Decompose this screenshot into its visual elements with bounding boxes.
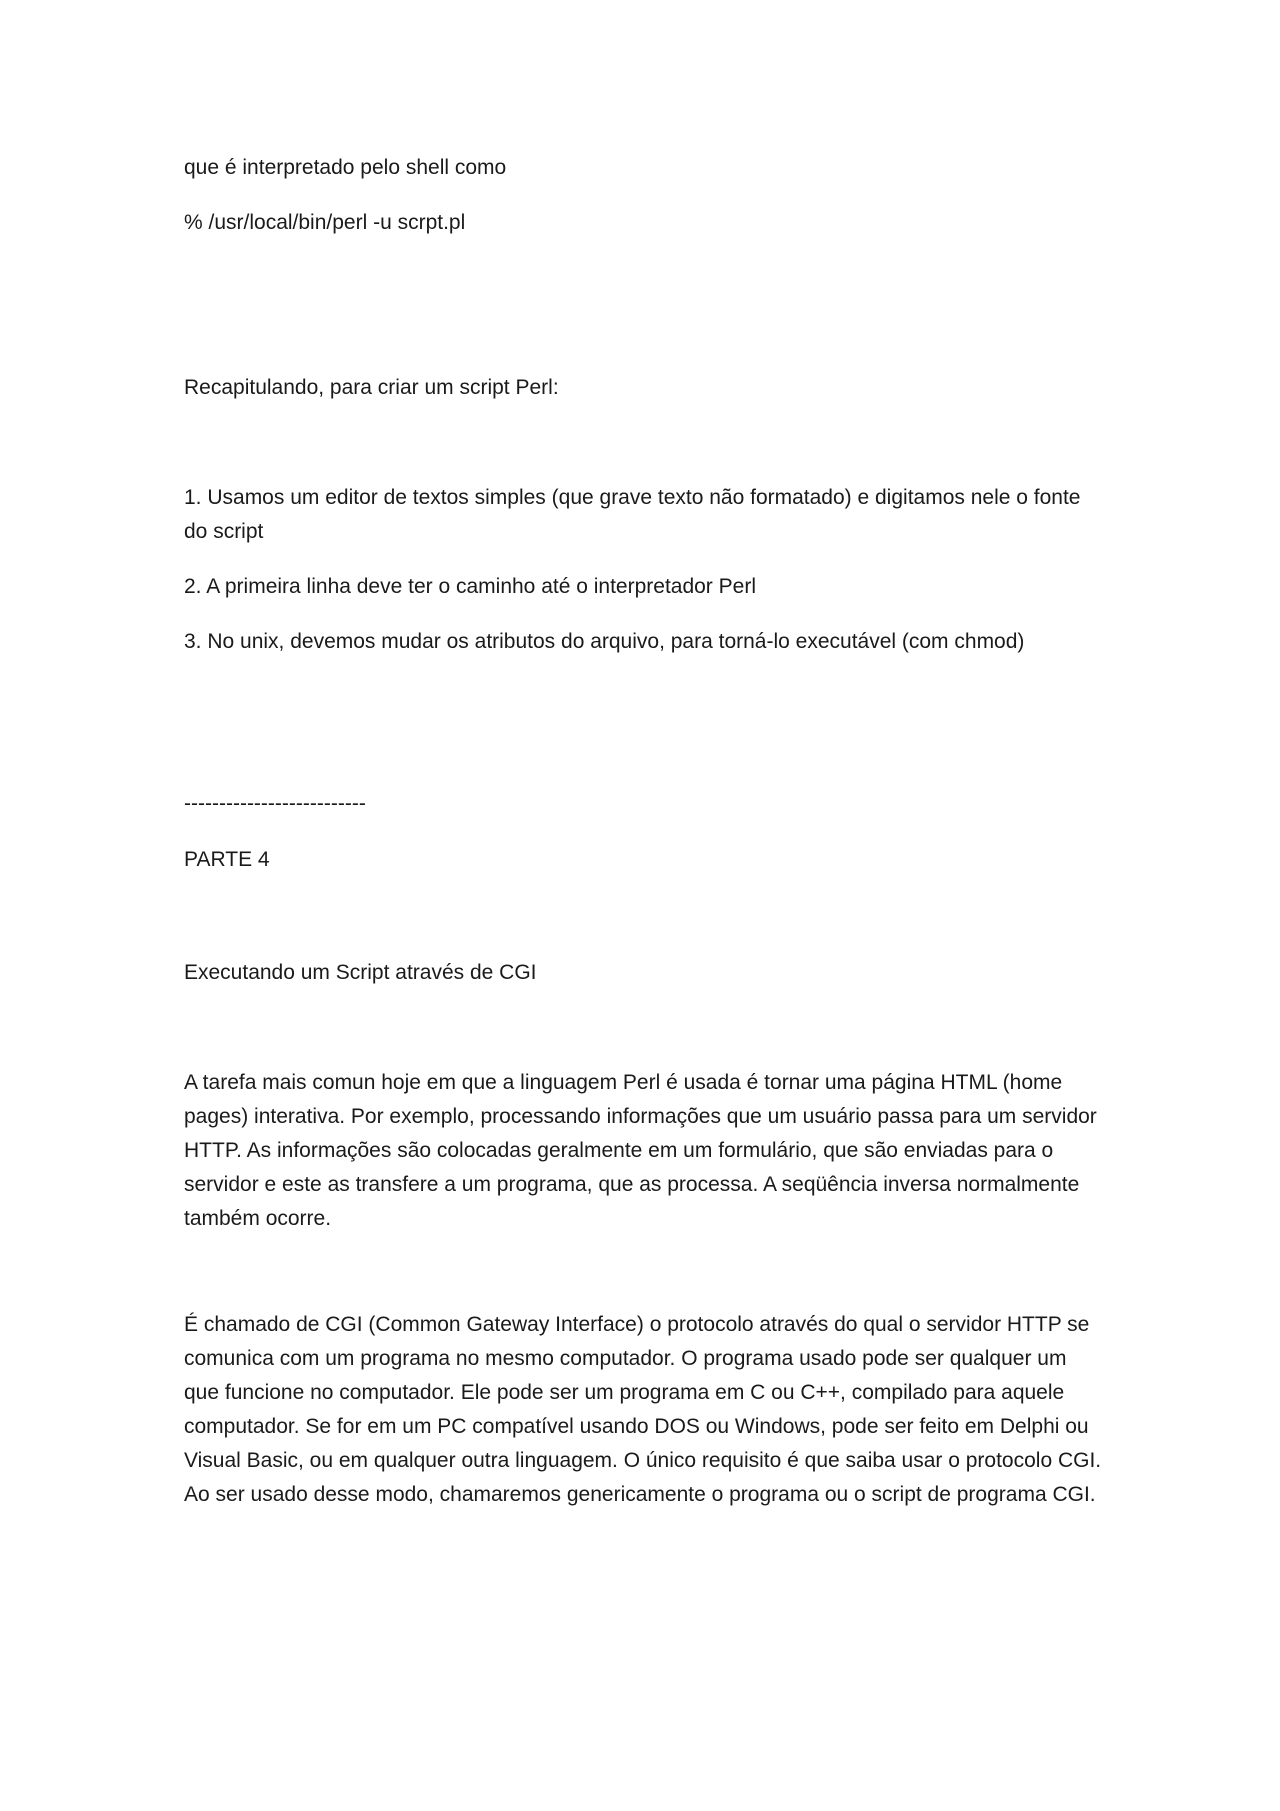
separator-line: --------------------------	[184, 792, 366, 815]
section-title: Executando um Script através de CGI	[184, 961, 537, 984]
body-paragraph-2: É chamado de CGI (Common Gateway Interface) o protocolo através do qual o servidor HTTP se comunica com um programa no mesmo computador. O programa usado pode ser qualquer um que funcione no computador. Ele pode ser um programa em C ou C++, compilado para aquele computador. Se for em um PC compatível usando DOS ou Windows, pode ser feito em Delphi ou Visual Basic, ou em qualquer outra linguagem. O único requisito é que saiba usar o protocolo CGI. Ao ser usado desse modo, chamaremos genericamente o programa ou o script de programa CGI.	[184, 1313, 1102, 1506]
command-line: % /usr/local/bin/perl -u scrpt.pl	[184, 211, 466, 234]
step-item-2: 2. A primeira linha deve ter o caminho até o interpretador Perl	[184, 575, 756, 598]
step-item-1: 1. Usamos um editor de textos simples (que grave texto não formatado) e digitamos nele o fonte do script	[184, 486, 1081, 543]
body-paragraph-1: A tarefa mais comun hoje em que a linguagem Perl é usada é tornar uma página HTML (home pages) interativa. Por exemplo, processando informações que um usuário passa para um servidor HTTP. As informações são colocadas geralmente em um formulário, que são enviadas para o servidor e este as transfere a um programa, que as processa. A seqüência inversa normalmente também ocorre.	[184, 1071, 1097, 1230]
intro-line: que é interpretado pelo shell como	[184, 156, 507, 179]
part-label: PARTE 4	[184, 848, 270, 871]
recap-heading: Recapitulando, para criar um script Perl:	[184, 376, 559, 399]
step-item-3: 3. No unix, devemos mudar os atributos do arquivo, para torná-lo executável (com chmod)	[184, 630, 1025, 653]
